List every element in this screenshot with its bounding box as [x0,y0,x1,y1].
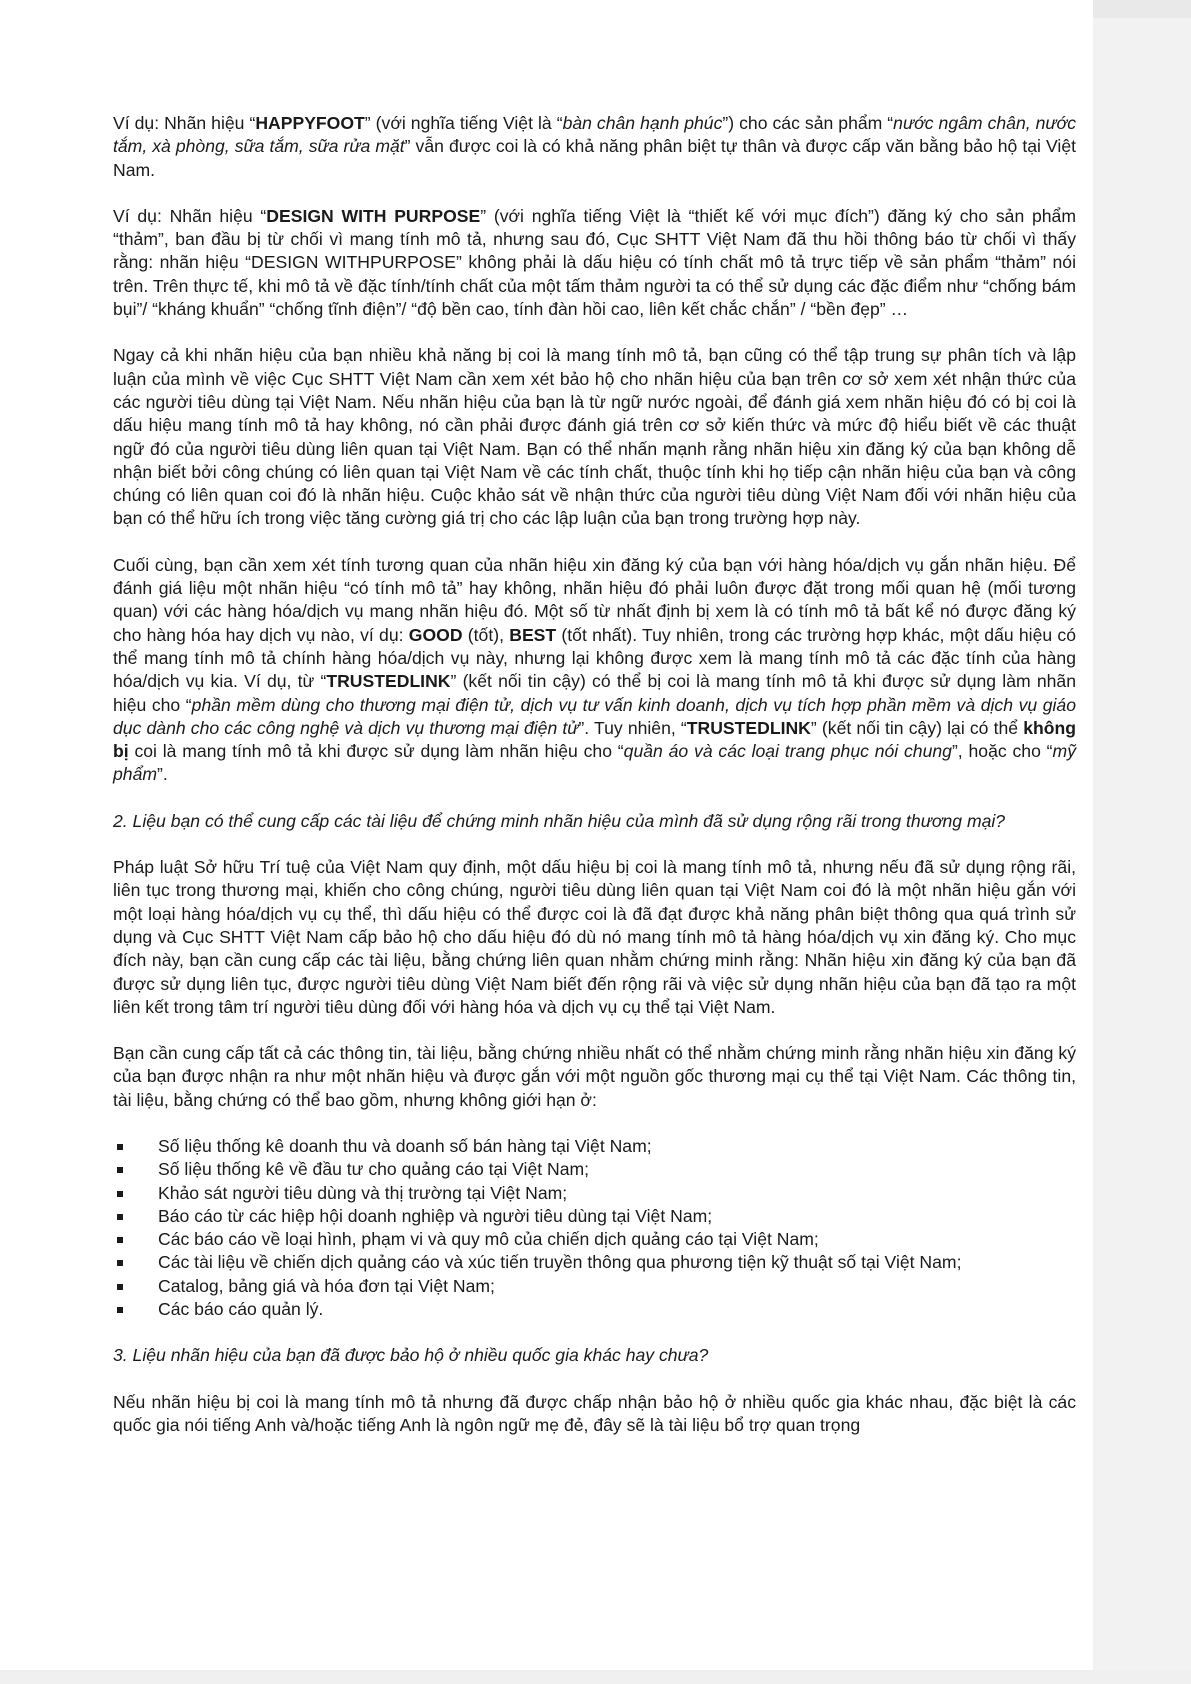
list-item: Số liệu thống kê về đầu tư cho quảng cáo tại Việt Nam; [113,1158,1076,1181]
viewer-side-strip-top [1093,0,1191,18]
italic-text: nước ngâm chân, nước tắm, xà phòng, sữa tắm, sữa rửa mặt [113,113,1076,157]
paragraph-acquired-distinctiveness: Pháp luật Sở hữu Trí tuệ của Việt Nam quy định, một dấu hiệu bị coi là mang tính mô tả, nhưng nếu đã sử dụng rộng rãi, liên tục trong thương mại, khiến cho công chúng, người tiêu dùng liên quan tại Việt Nam coi đó là một nhãn hiệu gắn với một loại hàng hóa/dịch vụ cụ thể, thì dấu hiệu có thể được coi là đã đạt được khả năng phân biệt thông qua quá trình sử dụng và Cục SHTT Việt Nam cấp bảo hộ cho dấu hiệu đó dù nó mang tính mô tả hàng hóa/dịch vụ xin đăng ký. Cho mục đích này, bạn cần cung cấp các tài liệu, bằng chứng liên quan nhằm chứng minh rằng: Nhãn hiệu xin đăng ký của bạn đã được sử dụng liên tục, được người tiêu dùng Việt Nam biết đến rộng rãi và việc sử dụng nhãn hiệu của bạn đã tạo ra một liên kết trong tâm trí người tiêu dùng đối với hàng hóa và dịch vụ cụ thể tại Việt Nam. [113,857,1076,1017]
bold-text: BEST [509,624,557,645]
list-item: Các tài liệu về chiến dịch quảng cáo và xúc tiến truyền thông qua phương tiện kỹ thuật số tại Việt Nam; [113,1251,1076,1274]
trademark-trustedlink: TRUSTEDLINK [326,671,451,692]
text-run: ” (với nghĩa tiếng Việt là “ [364,113,563,133]
text-run: Cuối cùng, bạn cần xem xét tính tương quan của nhãn hiệu xin đăng ký của bạn với hàng hóa/dịch vụ gắn nhãn hiệu. Để đánh giá liệu một nhãn hiệu “có tính mô tả” hay không, nhãn hiệu đó phải luôn được đặt trong mối quan hệ (mối tương quan) với các hàng hóa/dịch vụ mang nhãn hiệu đó. Một số từ nhất định bị xem là có tính mô tả bất kể nó được đăng ký cho hàng hóa hay dịch vụ nào, ví dụ: [113,554,1076,645]
viewer-side-strip [1093,0,1191,1684]
paragraph-goods-services-correlation [113,554,1076,787]
paragraph-evidence-intro: Bạn cần cung cấp tất cả các thông tin, tài liệu, bằng chứng nhiều nhất có thể nhằm chứng minh rằng nhãn hiệu xin đăng ký của bạn được nhận ra như một nhãn hiệu và được gắn với một nguồn gốc thương mại cụ thể tại Việt Nam. Các thông tin, tài liệu, bằng chứng có thể bao gồm, nhưng không giới hạn ở: [113,1043,1076,1110]
text-run: ” (kết nối tin cậy) có thể bị coi là mang tính mô tả khi được sử dụng làm nhãn hiệu cho “ [113,671,1076,715]
document-page [113,112,1076,1460]
italic-text: quần áo và các loại trang phục nói chung [623,741,952,762]
paragraph-consumer-perception: Ngay cả khi nhãn hiệu của bạn nhiều khả năng bị coi là mang tính mô tả, bạn cũng có thể tập trung sự phân tích và lập luận của mình về việc Cục SHTT Việt Nam cần xem xét bảo hộ cho nhãn hiệu của bạn trên cơ sở xem xét nhận thức của các người tiêu dùng tại Việt Nam. Nếu nhãn hiệu của bạn là từ ngữ nước ngoài, để đánh giá xem nhãn hiệu đó có bị coi là dấu hiệu mang tính mô tả hay không, nó cần phải được đánh giá trên cơ sở kiến thức và mức độ hiểu biết về các thuật ngữ đó của người tiêu dùng liên quan tại Việt Nam. Bạn có thể nhấn mạnh rằng nhãn hiệu xin đăng ký của bạn không dễ nhận biết bởi công chúng có liên quan tại Việt Nam về các tính chất, thuộc tính khi họ tiếp cận nhãn hiệu của bạn và công chúng có liên quan coi đó là nhãn hiệu. Cuộc khảo sát về nhận thức của người tiêu dùng Việt Nam đối với nhãn hiệu của bạn có thể hữu ích trong việc tăng cường giá trị cho các lập luận của bạn trong trường hợp này. [113,345,1076,529]
bold-text: GOOD [408,624,463,645]
italic-text: phần mềm dùng cho thương mại điện tử, dịch vụ tư vấn kinh doanh, dịch vụ tích hợp phần mềm và dịch vụ giáo dục dành cho các công nghệ và dịch vụ thương mại điện tử [113,694,1076,738]
text-run: (tốt), [462,624,510,645]
text-run: coi là mang tính mô tả khi được sử dụng làm nhãn hiệu cho “ [128,741,624,762]
bold-text: không bị [113,717,1076,762]
viewer-bottom-strip [0,1670,1191,1684]
list-item: Báo cáo từ các hiệp hội doanh nghiệp và người tiêu dùng tại Việt Nam; [113,1205,1076,1228]
text-run: ”. Tuy nhiên, “ [578,717,687,738]
paragraph-foreign-protection: Nếu nhãn hiệu bị coi là mang tính mô tả nhưng đã được chấp nhận bảo hộ ở nhiều quốc gia khác nhau, đặc biệt là các quốc gia nói tiếng Anh và/hoặc tiếng Anh là ngôn ngữ mẹ đẻ, đây sẽ là tài liệu bổ trợ quan trọng [113,1391,1076,1435]
text-run: ” (kết nối tin cậy) lại có thể [810,717,1024,738]
list-item: Khảo sát người tiêu dùng và thị trường tại Việt Nam; [113,1182,1076,1205]
list-item: Số liệu thống kê doanh thu và doanh số bán hàng tại Việt Nam; [113,1135,1076,1158]
text-run: ” (với nghĩa tiếng Việt là “thiết kế với mục đích”) đăng ký cho sản phẩm “thảm”, ban đầu bị từ chối vì mang tính mô tả, nhưng sau đó, Cục SHTT Việt Nam đã thu hồi thông báo từ chối vì thấy rằng: nhãn hiệu “DESIGN WITHPURPOSE” không phải là dấu hiệu có tính chất mô tả trực tiếp về sản phẩm “thảm” nói trên. Trên thực tế, khi mô tả về đặc tính/tính chất của một tấm thảm người ta có thể sử dụng các đặc điểm như “chống bám bụi”/ “kháng khuẩn” “chống tĩnh điện”/ “độ bền cao, tính đàn hồi cao, liên kết chắc chắn” / “bền đẹp” … [113,205,1076,320]
paragraph-happyfoot-example [113,112,1076,182]
text-run: Ví dụ: Nhãn hiệu “ [113,205,267,226]
section-heading-3: 3. Liệu nhãn hiệu của bạn đã được bảo hộ ở nhiều quốc gia khác hay chưa? [113,1345,709,1366]
list-item: Các báo cáo về loại hình, phạm vi và quy mô của chiến dịch quảng cáo tại Việt Nam; [113,1228,1076,1251]
section-heading-2: 2. Liệu bạn có thể cung cấp các tài liệu để chứng minh nhãn hiệu của mình đã sử dụng rộng rãi trong thương mại? [113,810,1006,831]
text-run: Ví dụ: Nhãn hiệu “ [113,113,256,133]
italic-text: mỹ phẩm [113,741,1076,785]
text-run: ”. [157,764,168,785]
text-run: ” vẫn được coi là có khả năng phân biệt tự thân và được cấp văn bằng bảo hộ tại Việt Nam. [113,136,1076,180]
trademark-design-with-purpose: DESIGN WITH PURPOSE [266,205,481,226]
trademark-trustedlink: TRUSTEDLINK [686,717,811,738]
list-item: Các báo cáo quản lý. [113,1298,1076,1321]
evidence-list [113,1135,1076,1321]
text-run: ”, hoặc cho “ [951,741,1053,762]
trademark-happyfoot: HAPPYFOOT [255,113,365,133]
list-item: Catalog, bảng giá và hóa đơn tại Việt Nam; [113,1275,1076,1298]
text-run: ”) cho các sản phẩm “ [722,113,894,133]
paragraph-design-with-purpose-example [113,205,1076,321]
text-run: (tốt nhất). Tuy nhiên, trong các trường hợp khác, một dấu hiệu có thể mang tính mô tả chính hàng hóa/dịch vụ này, nhưng lại không được xem là mang tính mô tả các đặc tính của hàng hóa/dịch vụ kia. Ví dụ, từ “ [113,624,1077,692]
italic-text: bàn chân hạnh phúc [562,113,723,133]
